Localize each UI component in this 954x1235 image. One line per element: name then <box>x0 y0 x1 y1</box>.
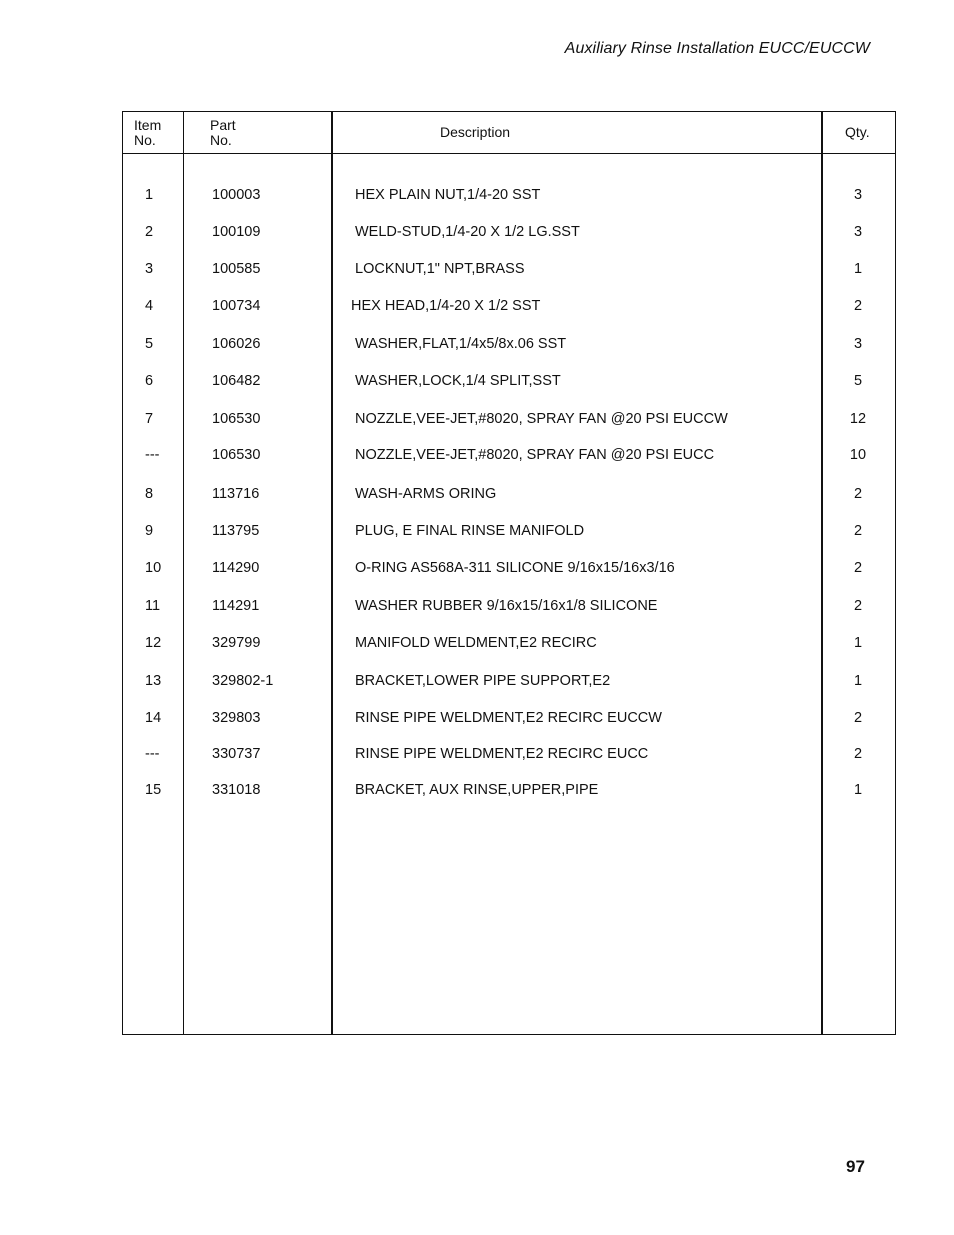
part-no-cell: 331018 <box>212 782 261 798</box>
table-row <box>123 371 895 391</box>
qty-cell: 2 <box>853 298 863 314</box>
qty-cell: 12 <box>849 411 867 427</box>
item-no-cell: 10 <box>145 560 162 576</box>
part-no-cell: 100585 <box>212 261 261 277</box>
page-number: 97 <box>846 1157 865 1176</box>
item-no-cell: 14 <box>145 710 162 726</box>
description-cell: NOZZLE,VEE-JET,#8020, SPRAY FAN @20 PSI EUCC <box>355 447 715 463</box>
item-no-cell: 2 <box>145 224 154 240</box>
header-item-line1: Item <box>134 117 162 133</box>
qty-cell: 2 <box>853 486 863 502</box>
part-no-cell: 106530 <box>212 411 261 427</box>
table-row <box>123 780 895 800</box>
qty-cell: 2 <box>853 560 863 576</box>
table-row <box>123 185 895 205</box>
item-no-cell: --- <box>145 447 160 463</box>
description-cell: PLUG, E FINAL RINSE MANIFOLD <box>355 523 585 539</box>
description-cell: MANIFOLD WELDMENT,E2 RECIRC <box>355 635 597 651</box>
header-part-line2: No. <box>210 132 232 148</box>
qty-cell: 2 <box>853 598 863 614</box>
part-no-cell: 329803 <box>212 710 261 726</box>
qty-cell: 2 <box>853 523 863 539</box>
part-no-cell: 106026 <box>212 336 261 352</box>
part-no-cell: 114291 <box>212 598 260 614</box>
item-no-cell: --- <box>145 746 160 762</box>
header-part-no <box>210 118 236 148</box>
header-item-line2: No. <box>134 132 156 148</box>
part-no-cell: 114290 <box>212 560 260 576</box>
part-no-cell: 106482 <box>212 373 261 389</box>
part-no-cell: 100734 <box>212 298 261 314</box>
part-no-cell: 113795 <box>212 523 260 539</box>
table-row <box>123 334 895 354</box>
qty-cell: 5 <box>853 373 863 389</box>
item-no-cell: 1 <box>145 187 154 203</box>
table-row <box>123 521 895 541</box>
description-cell: WASH-ARMS ORING <box>355 486 497 502</box>
item-no-cell: 3 <box>145 261 154 277</box>
description-cell: BRACKET, AUX RINSE,UPPER,PIPE <box>355 782 599 798</box>
qty-cell: 1 <box>853 261 863 277</box>
item-no-cell: 7 <box>145 411 154 427</box>
part-no-cell: 329802-1 <box>212 673 274 689</box>
table-row <box>123 259 895 279</box>
item-no-cell: 11 <box>145 598 161 614</box>
qty-cell: 3 <box>853 187 863 203</box>
item-no-cell: 9 <box>145 523 154 539</box>
part-no-cell: 100109 <box>212 224 261 240</box>
table-row <box>123 445 895 465</box>
part-no-cell: 106530 <box>212 447 261 463</box>
item-no-cell: 8 <box>145 486 154 502</box>
header-part-line1: Part <box>210 117 236 133</box>
description-cell: LOCKNUT,1" NPT,BRASS <box>355 261 525 277</box>
item-no-cell: 12 <box>145 635 162 651</box>
qty-cell: 1 <box>853 673 863 689</box>
item-no-cell: 13 <box>145 673 162 689</box>
qty-cell: 3 <box>853 224 863 240</box>
item-no-cell: 5 <box>145 336 154 352</box>
item-no-cell: 4 <box>145 298 154 314</box>
table-row <box>123 744 895 764</box>
table-row <box>123 596 895 616</box>
description-cell: HEX PLAIN NUT,1/4-20 SST <box>355 187 541 203</box>
header-divider <box>123 153 895 154</box>
qty-cell: 2 <box>853 746 863 762</box>
description-cell: WELD-STUD,1/4-20 X 1/2 LG.SST <box>355 224 580 240</box>
item-no-cell: 15 <box>145 782 162 798</box>
description-cell: HEX HEAD,1/4-20 X 1/2 SST <box>351 298 541 314</box>
part-no-cell: 113716 <box>212 486 260 502</box>
qty-cell: 1 <box>853 782 863 798</box>
table-row <box>123 671 895 691</box>
qty-cell: 10 <box>849 447 867 463</box>
table-row <box>123 409 895 429</box>
part-no-cell: 329799 <box>212 635 261 651</box>
page-title: Auxiliary Rinse Installation EUCC/EUCCW <box>564 40 870 57</box>
table-row <box>123 633 895 653</box>
description-cell: WASHER,LOCK,1/4 SPLIT,SST <box>355 373 561 389</box>
description-cell: RINSE PIPE WELDMENT,E2 RECIRC EUCC <box>355 746 649 762</box>
qty-cell: 2 <box>853 710 863 726</box>
description-cell: RINSE PIPE WELDMENT,E2 RECIRC EUCCW <box>355 710 662 726</box>
table-row <box>123 484 895 504</box>
description-cell: NOZZLE,VEE-JET,#8020, SPRAY FAN @20 PSI EUCCW <box>355 411 728 427</box>
qty-cell: 3 <box>853 336 863 352</box>
description-cell: O-RING AS568A-311 SILICONE 9/16x15/16x3/16 <box>355 560 675 576</box>
description-cell: WASHER RUBBER 9/16x15/16x1/8 SILICONE <box>355 598 658 614</box>
qty-cell: 1 <box>853 635 863 651</box>
parts-table <box>122 111 896 1035</box>
item-no-cell: 6 <box>145 373 154 389</box>
header-qty: Qty. <box>845 124 870 140</box>
header-item-no <box>134 118 161 148</box>
table-row <box>123 708 895 728</box>
part-no-cell: 100003 <box>212 187 261 203</box>
table-row <box>123 558 895 578</box>
table-row <box>123 296 895 316</box>
description-cell: BRACKET,LOWER PIPE SUPPORT,E2 <box>355 673 611 689</box>
table-row <box>123 222 895 242</box>
part-no-cell: 330737 <box>212 746 261 762</box>
header-description: Description <box>440 124 511 140</box>
description-cell: WASHER,FLAT,1/4x5/8x.06 SST <box>355 336 567 352</box>
